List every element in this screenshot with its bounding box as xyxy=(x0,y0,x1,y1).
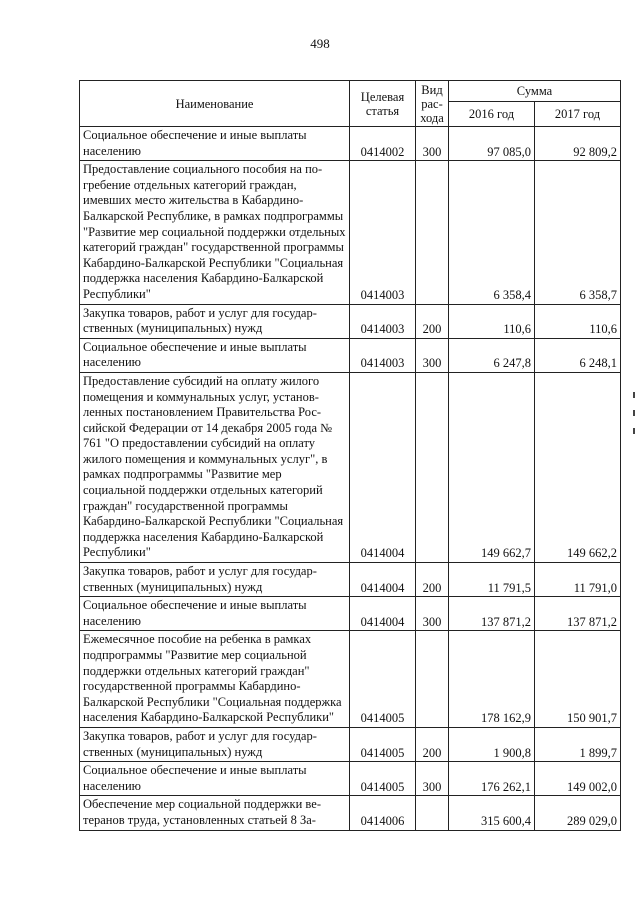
table-row xyxy=(80,338,621,372)
margin-marks xyxy=(633,392,636,452)
budget-table xyxy=(79,80,621,831)
row-kind: 300 xyxy=(416,338,449,372)
row-code: 0414006 xyxy=(350,796,416,830)
row-amount-2016: 11 791,5 xyxy=(449,563,535,597)
row-amount-2017: 92 809,2 xyxy=(535,127,621,161)
row-name: Социальное обеспечение и иные выплаты населению xyxy=(80,762,350,796)
row-amount-2017: 150 901,7 xyxy=(535,631,621,728)
row-amount-2016: 176 262,1 xyxy=(449,762,535,796)
header-year-2016: 2016 год xyxy=(449,102,535,127)
table-row xyxy=(80,727,621,761)
row-name: Закупка товаров, работ и услуг для государственных (муниципальных) нужд xyxy=(80,727,350,761)
row-amount-2016: 315 600,4 xyxy=(449,796,535,830)
row-name: Социальное обеспечение и иные выплаты населению xyxy=(80,127,350,161)
row-code: 0414005 xyxy=(350,631,416,728)
row-amount-2017: 137 871,2 xyxy=(535,597,621,631)
row-amount-2017: 289 029,0 xyxy=(535,796,621,830)
row-amount-2017: 149 662,2 xyxy=(535,372,621,562)
row-kind: 300 xyxy=(416,762,449,796)
row-kind xyxy=(416,161,449,304)
row-name: Ежемесячное пособие на ребенка в рамках подпрограммы "Развитие мер социальной поддержки отдельных категорий граждан" государственной программы Кабардино-Балкарской Республики "Социальная поддержка населения Кабардино-Балкарской Республики" xyxy=(80,631,350,728)
table-row xyxy=(80,796,621,830)
row-name: Обеспечение мер социальной поддержки ветеранов труда, установленных статьей 8 За- xyxy=(80,796,350,830)
table-row xyxy=(80,372,621,562)
row-amount-2017: 11 791,0 xyxy=(535,563,621,597)
row-amount-2017: 149 002,0 xyxy=(535,762,621,796)
row-name: Предоставление социального пособия на погребение отдельных категорий граждан, имевших место жительства в Кабардино-Балкарской Республике, в рамках подпрограммы "Развитие мер социальной поддержки отдельных категорий граждан" государственной программы Кабардино-Балкарской Республики "Социальная поддержка населения Кабардино-Балкарской Республики" xyxy=(80,161,350,304)
row-amount-2017: 6 248,1 xyxy=(535,338,621,372)
row-kind: 200 xyxy=(416,563,449,597)
table-row xyxy=(80,762,621,796)
row-name: Социальное обеспечение и иные выплаты населению xyxy=(80,338,350,372)
row-kind: 200 xyxy=(416,304,449,338)
row-code: 0414004 xyxy=(350,372,416,562)
row-amount-2016: 1 900,8 xyxy=(449,727,535,761)
table-row xyxy=(80,161,621,304)
row-amount-2017: 1 899,7 xyxy=(535,727,621,761)
table-row xyxy=(80,631,621,728)
row-amount-2016: 6 247,8 xyxy=(449,338,535,372)
row-code: 0414003 xyxy=(350,338,416,372)
row-kind xyxy=(416,372,449,562)
table-row xyxy=(80,563,621,597)
row-name: Предоставление субсидий на оплату жилого помещения и коммунальных услуг, установленных постановлением Правительства Российской Федерации от 14 декабря 2005 года № 761 "О предоставлении субсидий на оплату жилого помещения и коммунальных услуг", в рамках подпрограммы "Развитие мер социальной поддержки отдельных категорий граждан" государственной программы Кабардино-Балкарской Республики "Социальная поддержка населения Кабардино-Балкарской Республики" xyxy=(80,372,350,562)
row-code: 0414003 xyxy=(350,304,416,338)
page-number: 498 xyxy=(310,36,330,51)
row-amount-2016: 97 085,0 xyxy=(449,127,535,161)
header-sum: Сумма xyxy=(449,81,621,102)
table-row xyxy=(80,127,621,161)
row-code: 0414004 xyxy=(350,597,416,631)
row-name: Закупка товаров, работ и услуг для государственных (муниципальных) нужд xyxy=(80,304,350,338)
row-amount-2017: 110,6 xyxy=(535,304,621,338)
row-kind: 300 xyxy=(416,597,449,631)
row-kind: 200 xyxy=(416,727,449,761)
row-amount-2016: 137 871,2 xyxy=(449,597,535,631)
header-code: Целевая статья xyxy=(350,81,416,127)
row-name: Закупка товаров, работ и услуг для государственных (муниципальных) нужд xyxy=(80,563,350,597)
header-kind: Вид расхода xyxy=(416,81,449,127)
table-body xyxy=(80,127,621,831)
row-amount-2016: 110,6 xyxy=(449,304,535,338)
row-code: 0414002 xyxy=(350,127,416,161)
table-row xyxy=(80,597,621,631)
row-amount-2017: 6 358,7 xyxy=(535,161,621,304)
header-year-2017: 2017 год xyxy=(535,102,621,127)
row-amount-2016: 149 662,7 xyxy=(449,372,535,562)
row-code: 0414005 xyxy=(350,727,416,761)
row-name: Социальное обеспечение и иные выплаты населению xyxy=(80,597,350,631)
row-code: 0414004 xyxy=(350,563,416,597)
row-kind: 300 xyxy=(416,127,449,161)
row-amount-2016: 6 358,4 xyxy=(449,161,535,304)
table-row xyxy=(80,304,621,338)
row-amount-2016: 178 162,9 xyxy=(449,631,535,728)
row-code: 0414003 xyxy=(350,161,416,304)
row-kind xyxy=(416,796,449,830)
header-name: Наименование xyxy=(80,81,350,127)
row-code: 0414005 xyxy=(350,762,416,796)
row-kind xyxy=(416,631,449,728)
